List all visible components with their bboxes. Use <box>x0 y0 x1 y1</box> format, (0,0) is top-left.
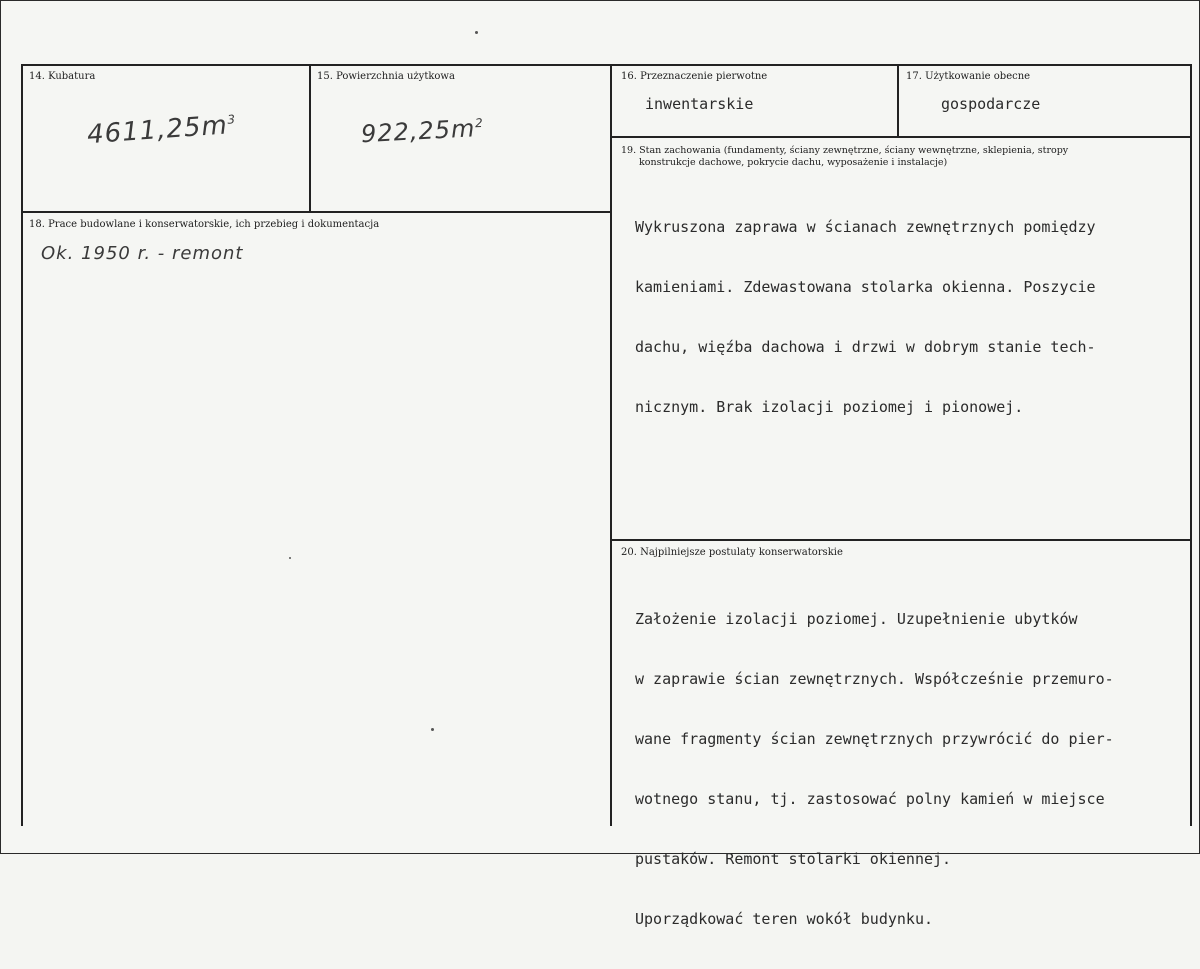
left-border <box>21 64 23 826</box>
field-14-value-text: 4611,25m <box>86 110 229 151</box>
field-20-line: w zaprawie ścian zewnętrznych. Współcześnie przemuro- <box>635 670 1114 688</box>
paper-speck <box>289 557 291 559</box>
field-17-label: 17. Użytkowanie obecne <box>906 71 1031 82</box>
field-19-line: dachu, więźba dachowa i drzwi w dobrym stanie tech- <box>635 338 1096 356</box>
field-20-line: Założenie izolacji poziomej. Uzupełnienie ubytków <box>635 610 1078 628</box>
field-19-line: nicznym. Brak izolacji poziomej i pionowej. <box>635 398 1024 416</box>
field-14-value <box>86 110 237 150</box>
field-14-label: 14. Kubatura <box>29 71 96 82</box>
field-19-text <box>635 177 1096 457</box>
field-20-line: pustaków. Remont stolarki okiennej. <box>635 850 952 868</box>
center-divider <box>610 64 612 826</box>
field-19-line: Wykruszona zaprawa w ścianach zewnętrznych pomiędzy <box>635 218 1096 236</box>
field-19-label-line1: 19. Stan zachowania (fundamenty, ściany zewnętrzne, ściany wewnętrzne, sklepienia, stropy <box>621 145 1069 156</box>
field-15-value <box>360 114 484 148</box>
field-19-label-line2: konstrukcje dachowe, pokrycie dachu, wyposażenie i instalacje) <box>639 157 948 168</box>
rule-right-lower <box>611 539 1191 541</box>
field-18-value: Ok. 1950 r. - remont <box>41 243 244 264</box>
right-border <box>1190 64 1192 826</box>
field-20-label: 20. Najpilniejsze postulaty konserwatorskie <box>621 547 843 558</box>
field-20-line: wotnego stanu, tj. zastosować polny kamień w miejsce <box>635 790 1105 808</box>
field-20-line: Uporządkować teren wokół budynku. <box>635 910 934 928</box>
paper-speck <box>475 31 478 34</box>
field-17-value: gospodarcze <box>941 95 1041 113</box>
field-15-value-text: 922,25m <box>360 114 477 149</box>
divider-14-15 <box>309 64 311 212</box>
paper-speck <box>431 728 434 731</box>
field-20-text <box>635 569 1114 969</box>
rule-right-upper <box>611 136 1191 138</box>
field-14-unit-sup: 3 <box>226 112 237 127</box>
field-16-value: inwentarskie <box>645 95 754 113</box>
field-16-label: 16. Przeznaczenie pierwotne <box>621 71 768 82</box>
field-19-line: kamieniami. Zdewastowana stolarka okienna. Poszycie <box>635 278 1096 296</box>
field-18-label: 18. Prace budowlane i konserwatorskie, ich przebieg i dokumentacja <box>29 219 380 230</box>
field-15-label: 15. Powierzchnia użytkowa <box>317 71 455 82</box>
divider-16-17 <box>897 64 899 137</box>
field-20-line: wane fragmenty ścian zewnętrznych przywrócić do pier- <box>635 730 1114 748</box>
field-15-unit-sup: 2 <box>474 115 485 131</box>
rule-left-mid <box>21 211 611 213</box>
top-rule <box>21 64 1191 66</box>
